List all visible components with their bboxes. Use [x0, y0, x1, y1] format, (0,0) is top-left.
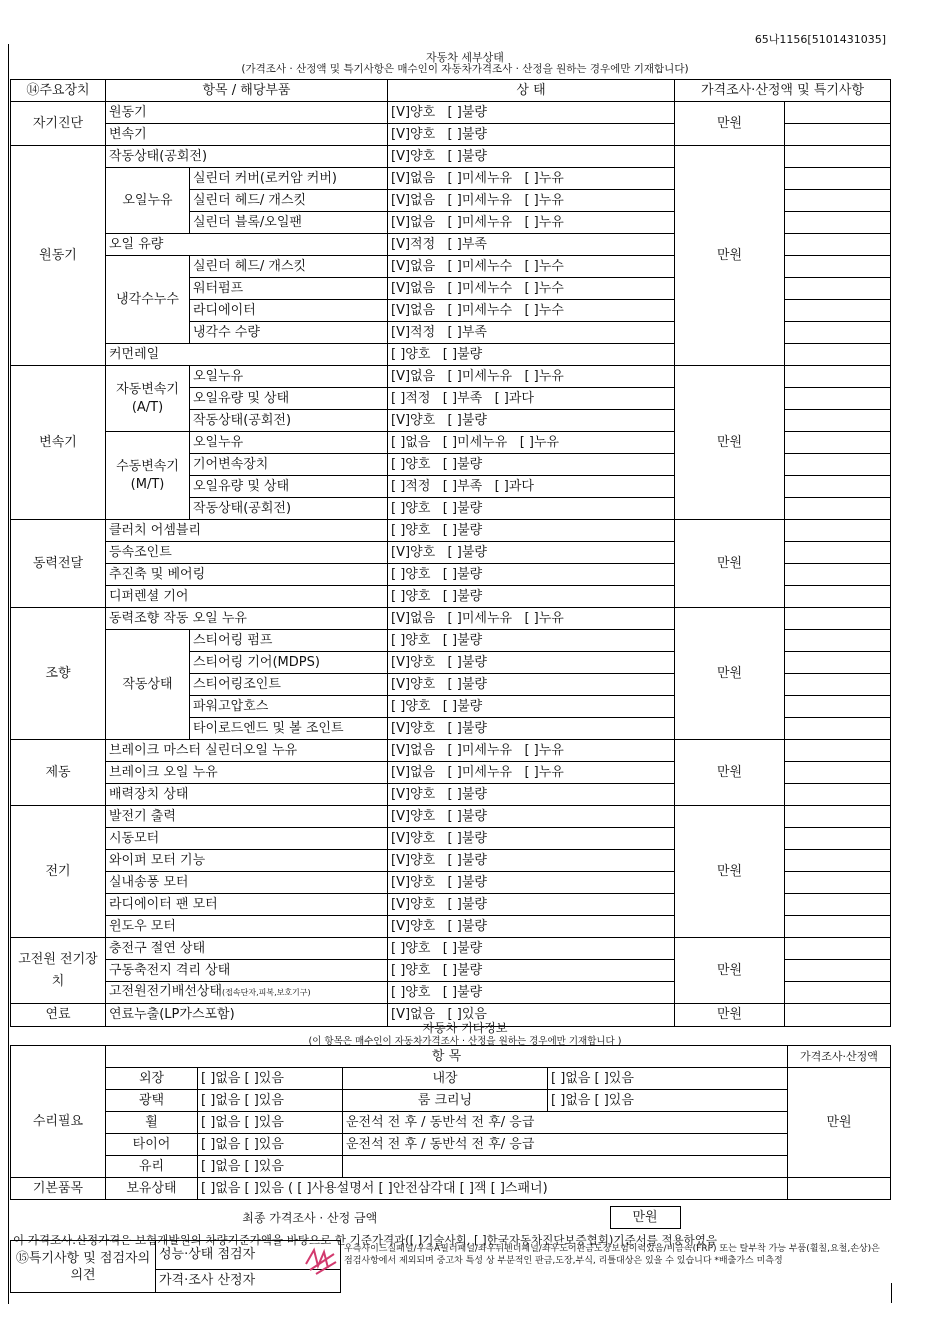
table-row: [11, 146, 891, 168]
special-note-line[interactable]: [785, 674, 891, 696]
item-label: 실린더 헤드/ 개스킷: [190, 256, 388, 278]
special-note-line[interactable]: [785, 740, 891, 762]
item-label: 오일유량 및 상태: [190, 388, 388, 410]
wheel-label: 휠: [106, 1112, 198, 1134]
item-note: (접속단자,피복,보호기구): [222, 988, 311, 997]
wheel-detail[interactable]: 운전석 전 후 / 동반석 전 후/ 응급: [343, 1112, 788, 1134]
item-label: 배력장치 상태: [106, 784, 388, 806]
special-note-line[interactable]: [785, 608, 891, 630]
final-price-label: 최종 가격조사 · 산정 금액: [242, 1210, 378, 1225]
special-note-line[interactable]: [785, 388, 891, 410]
special-note-line[interactable]: [785, 630, 891, 652]
inspector-label: 성능·상태 점검자: [156, 1241, 341, 1270]
special-note-line[interactable]: [785, 124, 891, 146]
item-label: 오일누유: [190, 366, 388, 388]
device-label: 원동기: [11, 146, 106, 366]
form-title: 자동차 세부상태: [426, 51, 504, 64]
special-note-line[interactable]: [785, 894, 891, 916]
special-note-line[interactable]: [785, 960, 891, 982]
item-label: 디퍼렌셜 기어: [106, 586, 388, 608]
price-unit[interactable]: 만원: [675, 608, 785, 740]
item-label: 변속기: [106, 124, 388, 146]
interior-status[interactable]: [ ]없음 [ ]있음: [548, 1068, 788, 1090]
status-options[interactable]: [ ]양호 [ ]불량: [388, 498, 675, 520]
price-unit[interactable]: 만원: [675, 520, 785, 608]
appraiser-label: 가격·조사 산정자: [156, 1270, 341, 1293]
final-statement: 이 가격조사.산정가격은 보험개발원의 차량기준가액을 바탕으로 한 기준가격과([ ]기술사회, [ ]한국자동차진단보증협회)기준서를 적용하였음: [13, 1232, 717, 1247]
table-row: [11, 938, 891, 960]
table-row: [11, 740, 891, 762]
special-note-line[interactable]: [785, 806, 891, 828]
polish-status[interactable]: [ ]없음 [ ]있음: [198, 1090, 343, 1112]
item-label: 시동모터: [106, 828, 388, 850]
item-label: 작동상태(공회전): [106, 146, 388, 168]
item-label: 오일누유: [190, 432, 388, 454]
page-corner-mark: [883, 1283, 892, 1303]
table-row: [11, 366, 891, 388]
other-info-table: [10, 1045, 891, 1200]
room-clean-status[interactable]: [ ]없음 [ ]있음: [548, 1090, 788, 1112]
status-options[interactable]: [V]적정 [ ]부족: [388, 234, 675, 256]
special-note-line[interactable]: [785, 168, 891, 190]
status-options[interactable]: [V]양호 [ ]불량: [388, 718, 675, 740]
status-options[interactable]: [V]없음 [ ]미세누유 [ ]누유: [388, 168, 675, 190]
holding-status[interactable]: [ ]없음 [ ]있음 ( [ ]사용설명서 [ ]안전삼각대 [ ]잭 [ ]스패너): [198, 1178, 788, 1200]
status-options[interactable]: [V]없음 [ ]미세누유 [ ]누유: [388, 190, 675, 212]
special-note-line[interactable]: [785, 872, 891, 894]
table-row: [11, 520, 891, 542]
item-label: 브레이크 마스터 실린더오일 누유: [106, 740, 388, 762]
special-note-line[interactable]: [785, 916, 891, 938]
status-options[interactable]: [V]양호 [ ]불량: [388, 146, 675, 168]
status-options[interactable]: [ ]양호 [ ]불량: [388, 960, 675, 982]
status-options[interactable]: [V]양호 [ ]불량: [388, 872, 675, 894]
special-note-line[interactable]: [785, 234, 891, 256]
special-note-line[interactable]: [785, 454, 891, 476]
item-label: 기어변속장치: [190, 454, 388, 476]
special-note-line[interactable]: [785, 344, 891, 366]
group-label: 오일누유: [106, 168, 190, 234]
special-notes-table: [10, 1240, 891, 1293]
status-options[interactable]: [V]양호 [ ]불량: [388, 124, 675, 146]
other-info-note: (이 항목은 매수인이 자동차가격조사 · 산정을 원하는 경우에만 기재합니다 ): [308, 1036, 622, 1047]
item-label: 스티어링 펌프: [190, 630, 388, 652]
item-label: 동력조향 작동 오일 누유: [106, 608, 388, 630]
status-options[interactable]: [V]없음 [ ]미세누유 [ ]누유: [388, 740, 675, 762]
table-row: [11, 102, 891, 124]
status-options[interactable]: [ ]양호 [ ]불량: [388, 564, 675, 586]
header-status: 상 태: [388, 80, 675, 102]
inspector-opinion: 우측사이드실패널/우측A필러패널/좌우뒤펜더패널/좌우도어판금도장보험이력있음/비금속(FRP) 또는 탈부착 가능 부품(휠칠,요철,손상)은 점검사항에서 제외되며 중고차 특성 상 부분적인 판금,도장,부식, 리틀대상은 있을 수 있습니다 *배출가스 미측정: [344, 1243, 880, 1266]
device-label: 제동: [11, 740, 106, 806]
price-unit[interactable]: 만원: [675, 1004, 785, 1027]
device-label: 변속기: [11, 366, 106, 520]
status-options[interactable]: [V]양호 [ ]불량: [388, 652, 675, 674]
device-label: 동력전달: [11, 520, 106, 608]
other-info-title: 자동차 기타정보: [422, 1021, 508, 1035]
status-options[interactable]: [V]양호 [ ]불량: [388, 410, 675, 432]
signature-mark: [302, 1244, 340, 1278]
special-note-line[interactable]: [785, 542, 891, 564]
status-options[interactable]: [V]없음 [ ]미세누유 [ ]누유: [388, 762, 675, 784]
item-label: 클러치 어셈블리: [106, 520, 388, 542]
status-options[interactable]: [ ]양호 [ ]불량: [388, 344, 675, 366]
form-title-note: (가격조사 · 산정액 및 특기사항은 매수인이 자동차가격조사 · 산정을 원하는 경우에만 기재합니다): [241, 63, 689, 75]
basic-items-label: 기본품목: [11, 1178, 106, 1200]
table-row: [11, 608, 891, 630]
item-label: 워터펌프: [190, 278, 388, 300]
item-label: 실린더 블록/오일팬: [190, 212, 388, 234]
special-note-line[interactable]: [785, 982, 891, 1004]
special-note-line[interactable]: [785, 190, 891, 212]
status-options[interactable]: [V]없음 [ ]미세누수 [ ]누수: [388, 300, 675, 322]
item-label: 오일 유량: [106, 234, 388, 256]
final-price-unit[interactable]: 만원: [610, 1207, 680, 1229]
price-unit[interactable]: 만원: [675, 146, 785, 366]
interior-label: 내장: [343, 1068, 548, 1090]
item-label: 와이퍼 모터 기능: [106, 850, 388, 872]
item-label: 커먼레일: [106, 344, 388, 366]
status-options[interactable]: [ ]적정 [ ]부족 [ ]과다: [388, 476, 675, 498]
detail-status-table: [10, 79, 891, 1027]
repair-price-unit: 만원: [788, 1068, 891, 1178]
tire-label: 타이어: [106, 1134, 198, 1156]
special-note-line[interactable]: [785, 498, 891, 520]
special-notes-label: ⑮특기사항 및 점검자의 의견: [11, 1241, 156, 1293]
item-label: 원동기: [106, 102, 388, 124]
status-options[interactable]: [V]없음 [ ]미세누유 [ ]누유: [388, 212, 675, 234]
device-label: 연료: [11, 1004, 106, 1027]
item-label: 윈도우 모터: [106, 916, 388, 938]
group-label: 냉각수누수: [106, 256, 190, 344]
special-note-line[interactable]: [785, 520, 891, 542]
header-price: 가격조사·산정액 및 특기사항: [675, 80, 891, 102]
item-label: 실린더 헤드/ 개스킷: [190, 190, 388, 212]
status-options[interactable]: [V]없음 [ ]있음: [388, 1004, 675, 1027]
special-note-line[interactable]: [785, 718, 891, 740]
special-note-line[interactable]: [785, 828, 891, 850]
item-label: 라디에이터 팬 모터: [106, 894, 388, 916]
document-code: 65나1156[5101431035]: [754, 33, 886, 46]
table-row: [11, 806, 891, 828]
item-label: 연료누출(LP가스포함): [106, 1004, 388, 1027]
polish-label: 광택: [106, 1090, 198, 1112]
device-label: 자기진단: [11, 102, 106, 146]
item-label: 고전원전기배선상태(접속단자,피복,보호기구): [106, 982, 388, 1004]
glass-label: 유리: [106, 1156, 198, 1178]
special-note-line[interactable]: [785, 652, 891, 674]
tire-detail[interactable]: 운전석 전 후 / 동반석 전 후/ 응급: [343, 1134, 788, 1156]
item-label: 구동축전지 격리 상태: [106, 960, 388, 982]
special-note-line[interactable]: [785, 762, 891, 784]
item-label: 냉각수 수량: [190, 322, 388, 344]
special-note-line[interactable]: [785, 102, 891, 124]
page-left-border: [8, 44, 9, 1304]
status-options[interactable]: [ ]양호 [ ]불량: [388, 630, 675, 652]
items-header: 항 목: [106, 1046, 788, 1068]
status-options[interactable]: [V]양호 [ ]불량: [388, 806, 675, 828]
special-note-line[interactable]: [785, 256, 891, 278]
special-note-line[interactable]: [785, 212, 891, 234]
holding-label: 보유상태: [106, 1178, 198, 1200]
price-unit[interactable]: 만원: [675, 366, 785, 520]
exterior-label: 외장: [106, 1068, 198, 1090]
special-note-line[interactable]: [785, 850, 891, 872]
glass-status[interactable]: [ ]없음 [ ]있음: [198, 1156, 343, 1178]
item-label: 추진축 및 베어링: [106, 564, 388, 586]
wheel-status[interactable]: [ ]없음 [ ]있음: [198, 1112, 343, 1134]
status-options[interactable]: [ ]양호 [ ]불량: [388, 982, 675, 1004]
item-label: 등속조인트: [106, 542, 388, 564]
status-options[interactable]: [V]양호 [ ]불량: [388, 674, 675, 696]
status-options[interactable]: [V]양호 [ ]불량: [388, 102, 675, 124]
special-note-line[interactable]: [785, 696, 891, 718]
special-note-line[interactable]: [785, 432, 891, 454]
status-options[interactable]: [ ]양호 [ ]불량: [388, 696, 675, 718]
item-label: 스티어링조인트: [190, 674, 388, 696]
item-label: 실린더 커버(로커암 커버): [190, 168, 388, 190]
special-note-line[interactable]: [785, 300, 891, 322]
status-options[interactable]: [ ]양호 [ ]불량: [388, 586, 675, 608]
tire-status[interactable]: [ ]없음 [ ]있음: [198, 1134, 343, 1156]
group-label: 자동변속기 (A/T): [106, 366, 190, 432]
status-options[interactable]: [V]없음 [ ]미세누수 [ ]누수: [388, 256, 675, 278]
repair-needed-label: 수리필요: [11, 1068, 106, 1178]
device-label: 고전원 전기장치: [11, 938, 106, 1004]
special-note-line[interactable]: [785, 586, 891, 608]
special-note-line[interactable]: [785, 476, 891, 498]
item-label: 작동상태(공회전): [190, 410, 388, 432]
status-options[interactable]: [V]없음 [ ]미세누유 [ ]누유: [388, 608, 675, 630]
group-label: 작동상태: [106, 630, 190, 740]
special-note-line[interactable]: [785, 938, 891, 960]
price-unit[interactable]: 만원: [675, 938, 785, 1004]
device-label: 조향: [11, 608, 106, 740]
status-options[interactable]: [V]양호 [ ]불량: [388, 784, 675, 806]
item-label: 브레이크 오일 누유: [106, 762, 388, 784]
item-label: 충전구 절연 상태: [106, 938, 388, 960]
special-note-line[interactable]: [785, 564, 891, 586]
item-label: 라디에이터: [190, 300, 388, 322]
status-options[interactable]: [ ]양호 [ ]불량: [388, 454, 675, 476]
status-options[interactable]: [ ]양호 [ ]불량: [388, 938, 675, 960]
price-header: 가격조사·산정액: [788, 1046, 891, 1068]
exterior-status[interactable]: [ ]없음 [ ]있음: [198, 1068, 343, 1090]
status-options[interactable]: [ ]없음 [ ]미세누유 [ ]누유: [388, 432, 675, 454]
header-device: ⑭주요장치: [11, 80, 106, 102]
device-label: 전기: [11, 806, 106, 938]
status-options[interactable]: [V]적정 [ ]부족: [388, 322, 675, 344]
special-note-line[interactable]: [785, 410, 891, 432]
special-note-line[interactable]: [785, 366, 891, 388]
status-options[interactable]: [V]양호 [ ]불량: [388, 850, 675, 872]
item-label: 발전기 출력: [106, 806, 388, 828]
special-note-line[interactable]: [785, 322, 891, 344]
item-label: 타이로드엔드 및 볼 조인트: [190, 718, 388, 740]
status-options[interactable]: [V]양호 [ ]불량: [388, 916, 675, 938]
item-label: 파워고압호스: [190, 696, 388, 718]
item-label: 실내송풍 모터: [106, 872, 388, 894]
price-unit[interactable]: 만원: [675, 740, 785, 806]
item-label: 스티어링 기어(MDPS): [190, 652, 388, 674]
status-options[interactable]: [V]양호 [ ]불량: [388, 828, 675, 850]
item-label: 오일유량 및 상태: [190, 476, 388, 498]
status-options[interactable]: [V]양호 [ ]불량: [388, 894, 675, 916]
special-note-line[interactable]: [785, 146, 891, 168]
header-item: 항목 / 해당부품: [106, 80, 388, 102]
status-options[interactable]: [V]양호 [ ]불량: [388, 542, 675, 564]
room-clean-label: 룸 크리닝: [343, 1090, 548, 1112]
item-label: 작동상태(공회전): [190, 498, 388, 520]
status-options[interactable]: [V]없음 [ ]미세누수 [ ]누수: [388, 278, 675, 300]
price-unit[interactable]: 만원: [675, 102, 785, 146]
group-label: 수동변속기 (M/T): [106, 432, 190, 520]
status-options[interactable]: [ ]양호 [ ]불량: [388, 520, 675, 542]
special-note-line[interactable]: [785, 784, 891, 806]
status-options[interactable]: [ ]적정 [ ]부족 [ ]과다: [388, 388, 675, 410]
price-unit[interactable]: 만원: [675, 806, 785, 938]
status-options[interactable]: [V]없음 [ ]미세누유 [ ]누유: [388, 366, 675, 388]
special-note-line[interactable]: [785, 278, 891, 300]
